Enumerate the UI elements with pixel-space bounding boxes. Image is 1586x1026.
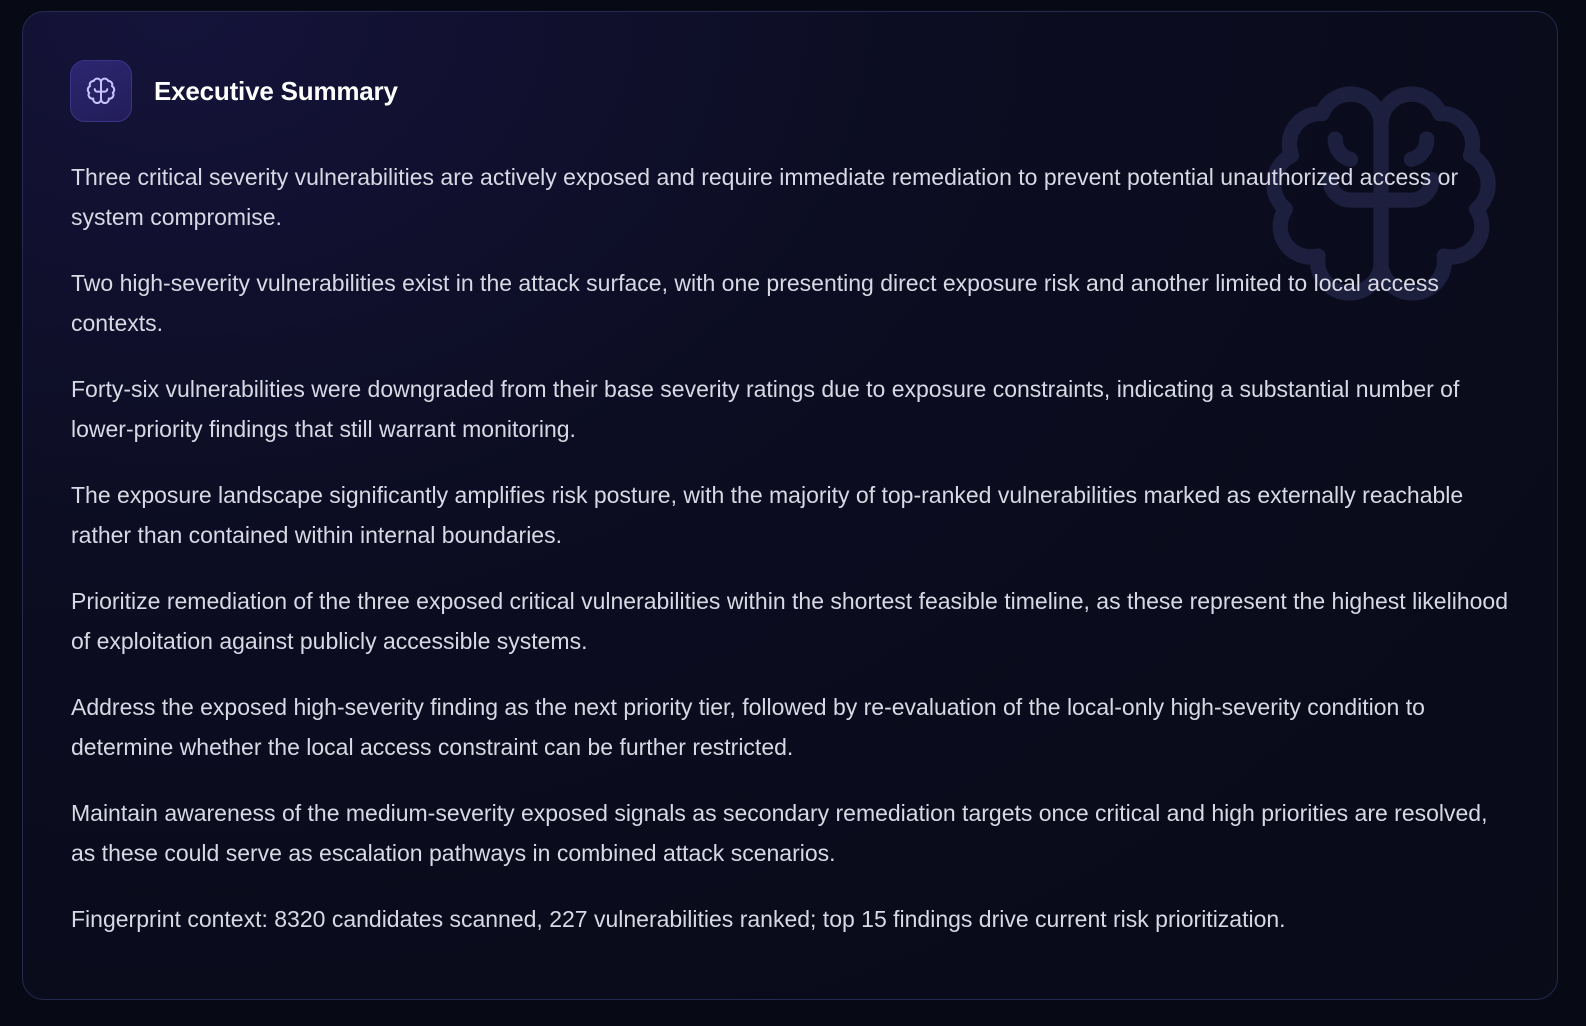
summary-paragraph-fingerprint-context: Fingerprint context: 8320 candidates scanned, 227 vulnerabilities ranked; top 15 findings drive current risk prioritization. [71, 906, 1286, 932]
summary-paragraph-address-high: Address the exposed high-severity finding as the next priority tier, followed by re-evaluation of the local-only high-severity condition to determine whether the local access constraint can be further restricted. [71, 694, 1425, 760]
brain-icon [86, 76, 116, 106]
summary-paragraph-prioritize-critical: Prioritize remediation of the three exposed critical vulnerabilities within the shortest feasible timeline, as these represent the highest likelihood of exploitation against publicly accessible systems. [71, 588, 1508, 654]
summary-paragraph-medium-signals: Maintain awareness of the medium-severity exposed signals as secondary remediation targets once critical and high priorities are resolved, as these could serve as escalation pathways in combined attack scenarios. [71, 800, 1488, 866]
summary-paragraph-exposure-landscape: The exposure landscape significantly amplifies risk posture, with the majority of top-ranked vulnerabilities marked as externally reachable rather than contained within internal boundaries. [71, 482, 1464, 548]
summary-paragraph-high-severity: Two high-severity vulnerabilities exist in the attack surface, with one presenting direct exposure risk and another limited to local access contexts. [71, 270, 1439, 336]
summary-paragraphs [71, 157, 1511, 965]
summary-paragraph-downgraded: Forty-six vulnerabilities were downgraded from their base severity ratings due to exposure constraints, indicating a substantial number of lower-priority findings that still warrant monitoring. [71, 376, 1460, 442]
card-header [70, 59, 398, 123]
summary-paragraph-critical-exposed: Three critical severity vulnerabilities are actively exposed and require immediate remediation to prevent potential unauthorized access or system compromise. [71, 164, 1459, 230]
card-title: Executive Summary [154, 75, 398, 106]
executive-summary-card [22, 11, 1558, 1000]
brain-icon-badge [70, 60, 132, 122]
